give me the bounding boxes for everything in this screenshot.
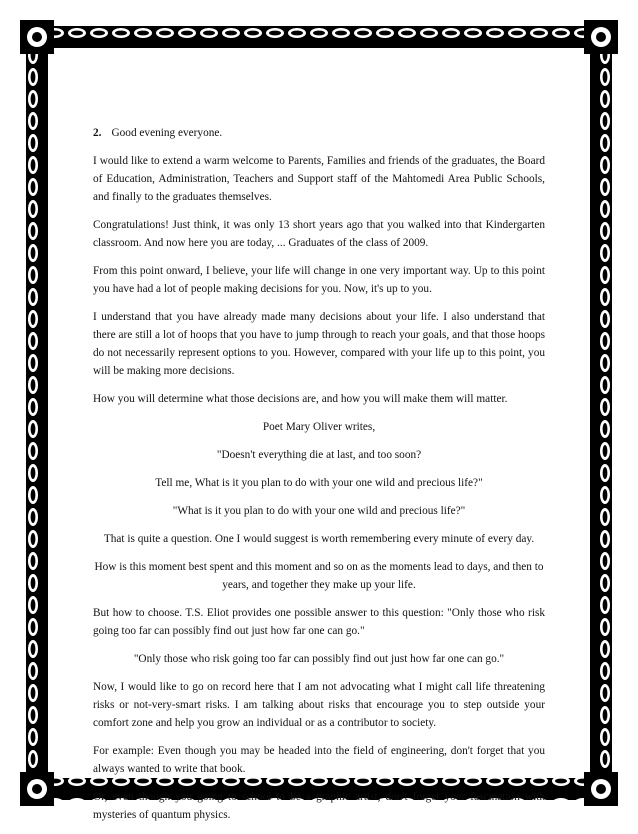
quote-attribution: Poet Mary Oliver writes,	[262, 421, 376, 433]
section-number: 2.	[93, 127, 102, 139]
paragraph-moment: How is this moment best spent and this moment and so on as the moments lead to days, and then to years, and together they make up your life.	[94, 561, 544, 591]
corner-ornament-bottom-right	[584, 772, 618, 806]
paragraph-question: That is quite a question. One I would suggest is worth remembering every minute of every day.	[103, 533, 535, 545]
paragraph-welcome: I would like to extend a warm welcome to Parents, Families and friends of the graduates, the Board of Education, Administration, Teachers and Support staff of the Mahtomedi Area Public Schools, and finally to the graduates themselves.	[93, 155, 545, 203]
speech-text	[93, 124, 545, 834]
corner-ornament-top-left	[20, 20, 54, 54]
corner-ornament-top-right	[584, 20, 618, 54]
paragraph-how-determine: How you will determine what those decisions are, and how you will make them will matter.	[93, 393, 508, 405]
paragraph-example: For example: Even though you may be headed into the field of engineering, don't forget that you always wanted to write that book.	[93, 745, 545, 775]
paragraph-graphic-artist: Or, even though you going to school to be a graphic artist, don't forget your fascination with mysteries of quantum physics.	[93, 791, 545, 821]
quote-line-1: "Doesn't everything die at last, and too soon?	[216, 449, 422, 461]
quote-line-2: Tell me, What is it you plan to do with your one wild and precious life?"	[155, 477, 483, 489]
corner-ornament-bottom-left	[20, 772, 54, 806]
paragraph-decisions: I understand that you have already made many decisions about your life. I also understand that there are still a lot of hoops that you have to jump through to reach your goals, and that those hoops do not necessarily represent options to you. However, compared with your life up to this point, you will be making more decisions.	[93, 311, 545, 377]
speech-greeting	[93, 124, 545, 142]
paragraph-eliot: But how to choose. T.S. Eliot provides one possible answer to this question: "Only those who risk going too far can possibly find out just how far one can go."	[93, 607, 545, 637]
greeting-text: Good evening everyone.	[111, 127, 223, 139]
paragraph-congratulations: Congratulations! Just think, it was only 13 short years ago that you walked into that Kindergarten classroom. And now here you are today, ... Graduates of the class of 2009.	[93, 219, 545, 249]
quote-eliot: "Only those who risk going too far can possibly find out just how far one can go."	[133, 653, 505, 665]
quote-repeat: "What is it you plan to do with your one wild and precious life?"	[172, 505, 466, 517]
paragraph-risks: Now, I would like to go on record here that I am not advocating what I might call life threatening risks or not-very-smart risks. I am talking about risks that encourage you to step outside your comfort zone and help you grow an individual or as a contributor to society.	[93, 681, 545, 729]
paragraph-point-onward: From this point onward, I believe, your life will change in one very important way. Up to this point you have had a lot of people making decisions for you. Now, it's up to you.	[93, 265, 545, 295]
